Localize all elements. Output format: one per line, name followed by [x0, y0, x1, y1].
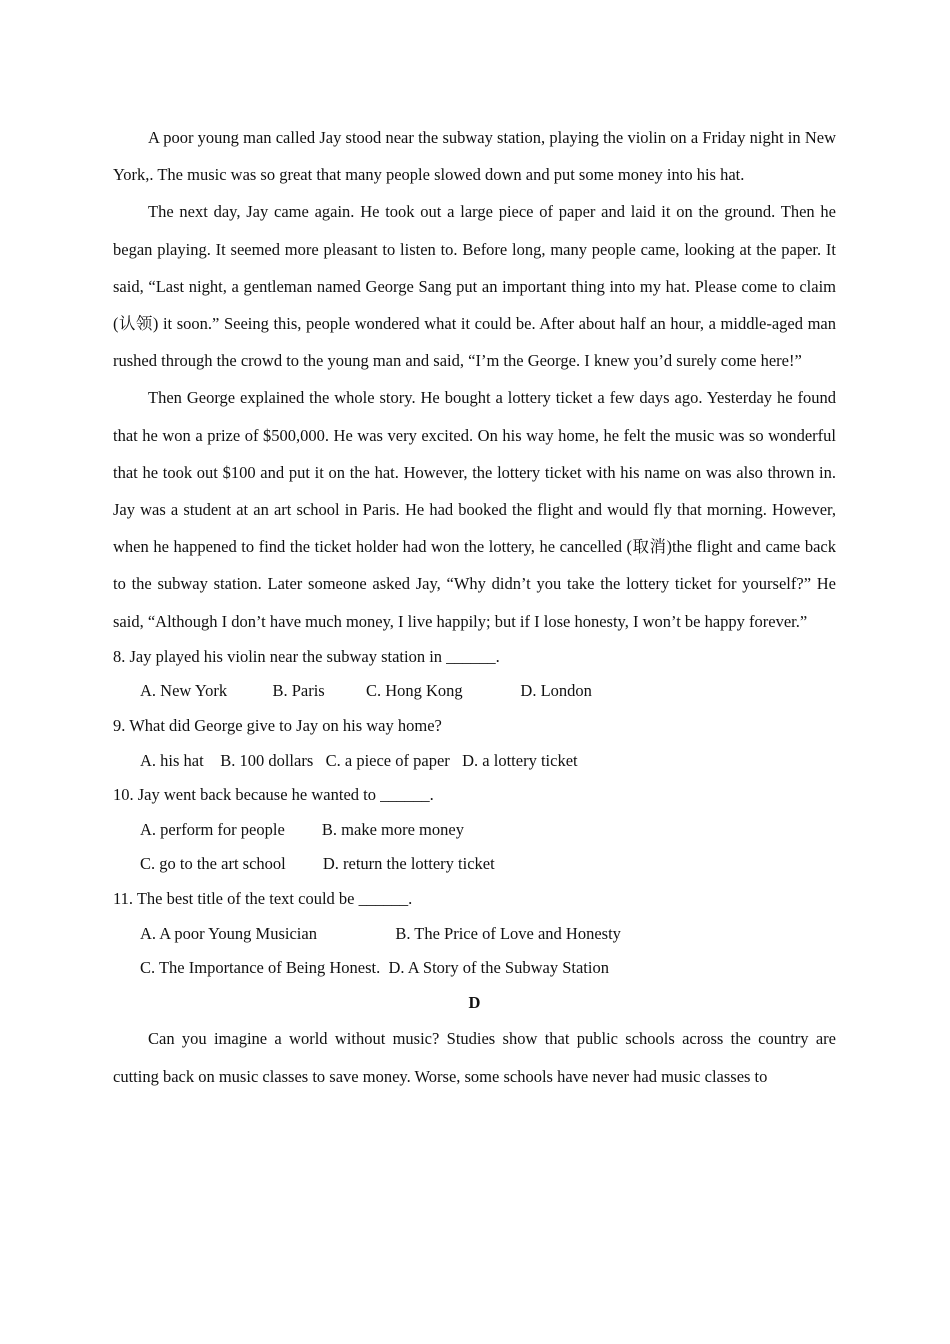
document-body — [113, 119, 836, 1095]
question-stem: 11. The best title of the text could be ______. — [113, 889, 413, 908]
question-11 — [113, 882, 836, 986]
question-9 — [113, 709, 836, 778]
passage-c-paragraph-1: A poor young man called Jay stood near the subway station, playing the violin on a Friday night in New York,. The music was so great that many people slowed down and put some money into his hat. — [113, 128, 836, 185]
question-stem: 8. Jay played his violin near the subway station in ______. — [113, 646, 500, 666]
question-options: A. New York B. Paris C. Hong Kong D. London — [140, 681, 592, 701]
passage-c-paragraph-3: Then George explained the whole story. He bought a lottery ticket a few days ago. Yesterday he found that he won a prize of $500,000. He was very excited. On his way home, he felt the music was so wonderful that he took out $100 and put it on the hat. However, the lottery ticket with his name on was also thrown in. Jay was a student at an art school in Paris. He had booked the flight and would fly that morning. However, when he happened to find the ticket holder had won the lottery, he cancelled (取消)the flight and came back to the subway station. Later someone asked Jay, “Why didn’t you take the lottery ticket for yourself?” He said, “Although I don’t have much money, I live happily; but if I lose honesty, I won’t be happy forever.” — [113, 388, 836, 631]
question-stem: 9. What did George give to Jay on his way home? — [113, 716, 442, 736]
question-options: A. A poor Young Musician B. The Price of Love and Honesty — [140, 923, 621, 943]
question-options: A. his hat B. 100 dollars C. a piece of paper D. a lottery ticket — [140, 750, 578, 770]
question-options: A. perform for people B. make more money — [140, 819, 464, 839]
passage-c-paragraph-2: The next day, Jay came again. He took out a large piece of paper and laid it on the ground. Then he began playing. It seemed more pleasant to listen to. Before long, many people came, looking at the paper. It said, “Last night, a gentleman named George Sang put an important thing into my hat. Please come to claim (认领) it soon.” Seeing this, people wondered what it could be. After about half an hour, a middle-aged man rushed through the crowd to the young man and said, “I’m the George. I knew you’d surely come here!” — [113, 202, 836, 371]
passage-d-paragraph-1: Can you imagine a world without music? Studies show that public schools across the country are cutting back on music classes to save money. Worse, some schools have never had music classes to — [113, 1029, 836, 1086]
question-options: C. The Importance of Being Honest. D. A Story of the Subway Station — [140, 958, 609, 978]
passage-d-heading: D — [468, 992, 481, 1012]
question-options: C. go to the art school D. return the lottery ticket — [140, 854, 495, 874]
question-10 — [113, 778, 836, 882]
question-8 — [113, 640, 836, 709]
question-stem: 10. Jay went back because he wanted to ______. — [113, 785, 434, 805]
